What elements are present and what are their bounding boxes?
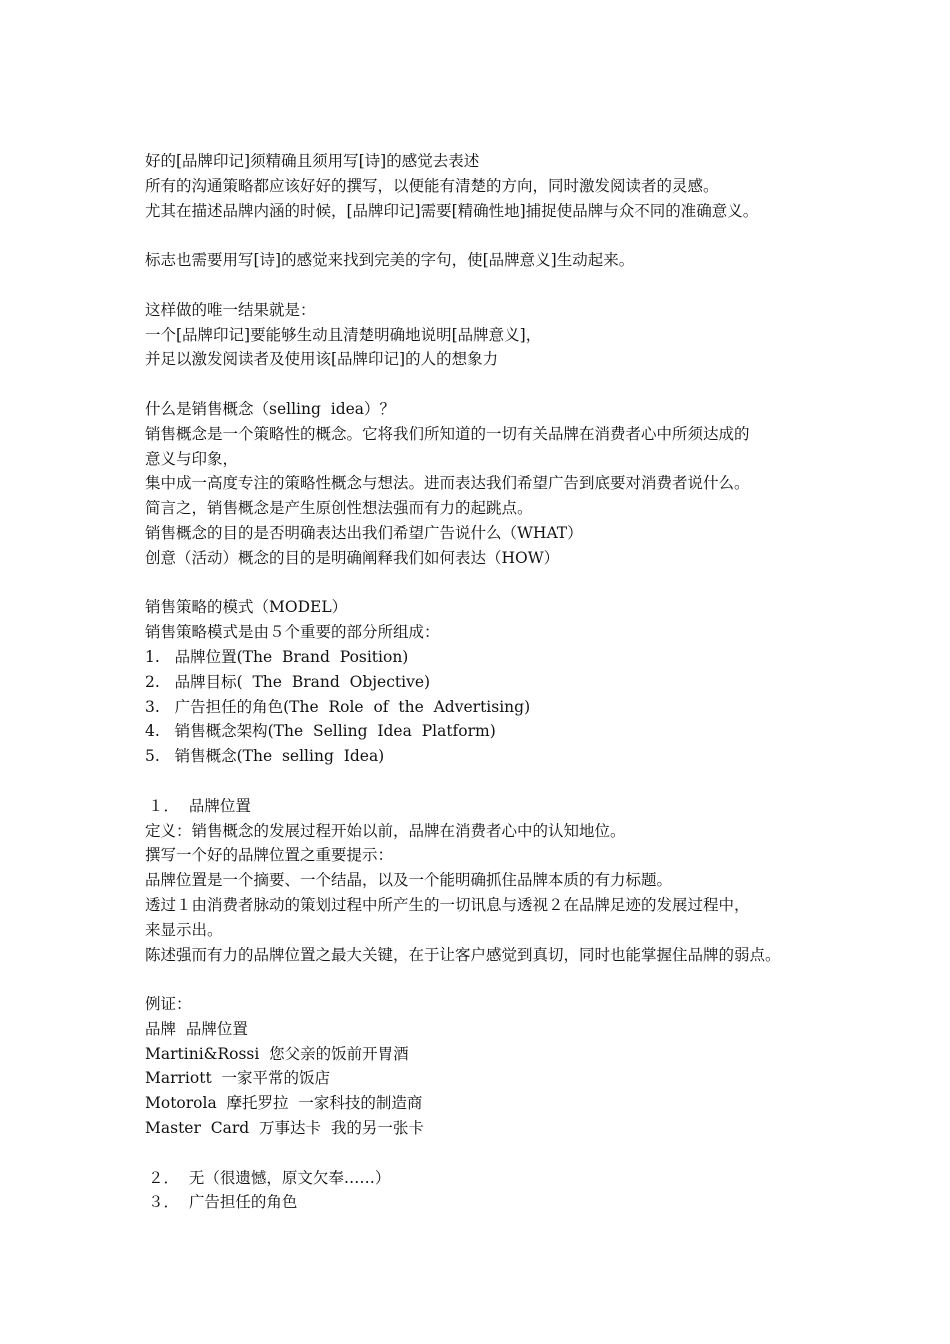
blank-line (145, 273, 845, 298)
list-item: 5. 销售概念(The selling Idea) (145, 747, 385, 766)
text-line: 定义：销售概念的发展过程开始以前，品牌在消费者心中的认知地位。 (145, 821, 626, 840)
text-line: Master Card 万事达卡 我的另一张卡 (145, 1119, 424, 1138)
paragraph-brand-position (145, 794, 845, 968)
text-line: 创意（活动）概念的目的是明确阐释我们如何表达（HOW） (145, 548, 560, 567)
text-line: Martini&Rossi 您父亲的饭前开胃酒 (145, 1044, 409, 1063)
text-line: 销售策略模式是由５个重要的部分所组成： (145, 623, 440, 642)
text-line: 这样做的唯一结果就是： (145, 300, 316, 319)
text-line: Motorola 摩托罗拉 一家科技的制造商 (145, 1094, 423, 1113)
text-line: 好的[品牌印记]须精确且须用写[诗]的感觉去表述 (145, 152, 480, 170)
section-heading: ３． 广告担任的角色 (148, 1193, 298, 1212)
blank-line (145, 571, 845, 596)
text-line: 一个[品牌印记]要能够生动且清楚明确地说明[品牌意义]， (145, 325, 542, 344)
text-line: 尤其在描述品牌内涵的时候，[品牌印记]需要[精确性地]捕捉使品牌与众不同的准确意义。 (145, 201, 759, 220)
text-line: 标志也需要用写[诗]的感觉来找到完美的字句，使[品牌意义]生动起来。 (145, 251, 635, 270)
list-item: 3. 广告担任的角色(The Role of the Advertising) (145, 697, 531, 716)
paragraph-sections (145, 1166, 845, 1216)
document-body (145, 149, 845, 1215)
blank-line (145, 223, 845, 248)
paragraph-selling-idea (145, 397, 845, 571)
blank-line (145, 769, 845, 794)
text-line: Marriott 一家平常的饭店 (145, 1069, 331, 1088)
paragraph-brand-imprint (145, 149, 845, 223)
section-heading: １． 品牌位置 (148, 796, 251, 815)
text-line: 陈述强而有力的品牌位置之最大关键，在于让客户感觉到真切，同时也能掌握住品牌的弱点。 (145, 945, 781, 964)
text-line: 来显示出。 (145, 920, 223, 939)
text-line: 品牌位置是一个摘要、一个结晶，以及一个能明确抓住品牌本质的有力标题。 (145, 871, 673, 890)
text-line: 意义与印象， (145, 449, 239, 468)
paragraph-result (145, 298, 845, 372)
section-heading: 什么是销售概念（selling idea）？ (145, 399, 396, 418)
text-line: 销售概念是一个策略性的概念。它将我们所知道的一切有关品牌在消费者心中所须达成的 (145, 424, 750, 443)
section-heading: ２． 无（很遗憾，原文欠奉……） (148, 1168, 391, 1187)
section-heading: 例证： (145, 995, 192, 1014)
text-line: 销售概念的目的是否明确表达出我们希望广告说什么（WHAT） (145, 523, 583, 542)
text-line: 透过１由消费者脉动的策划过程中所产生的一切讯息与透视２在品牌足迹的发展过程中， (145, 895, 750, 914)
text-line: 撰写一个好的品牌位置之重要提示： (145, 846, 394, 865)
text-line: 所有的沟通策略都应该好好的撰写，以便能有清楚的方向，同时激发阅读者的灵感。 (145, 176, 719, 195)
text-line: 简言之，销售概念是产生原创性想法强而有力的起跳点。 (145, 499, 533, 518)
text-line: 并足以激发阅读者及使用该[品牌印记]的人的想象力 (145, 350, 499, 369)
list-item: 2. 品牌目标( The Brand Objective) (145, 672, 431, 691)
paragraph-examples (145, 992, 845, 1141)
list-item: 4. 销售概念架构(The Selling Idea Platform) (145, 722, 496, 741)
paragraph-model (145, 595, 845, 769)
paragraph-logo (145, 248, 845, 273)
blank-line (145, 1141, 845, 1166)
text-line: 品牌 品牌位置 (145, 1019, 248, 1038)
blank-line (145, 372, 845, 397)
section-heading: 销售策略的模式（MODEL） (145, 598, 348, 617)
blank-line (145, 967, 845, 992)
list-item: 1. 品牌位置(The Brand Position) (145, 647, 409, 666)
text-line: 集中成一高度专注的策略性概念与想法。进而表达我们希望广告到底要对消费者说什么。 (145, 474, 750, 493)
